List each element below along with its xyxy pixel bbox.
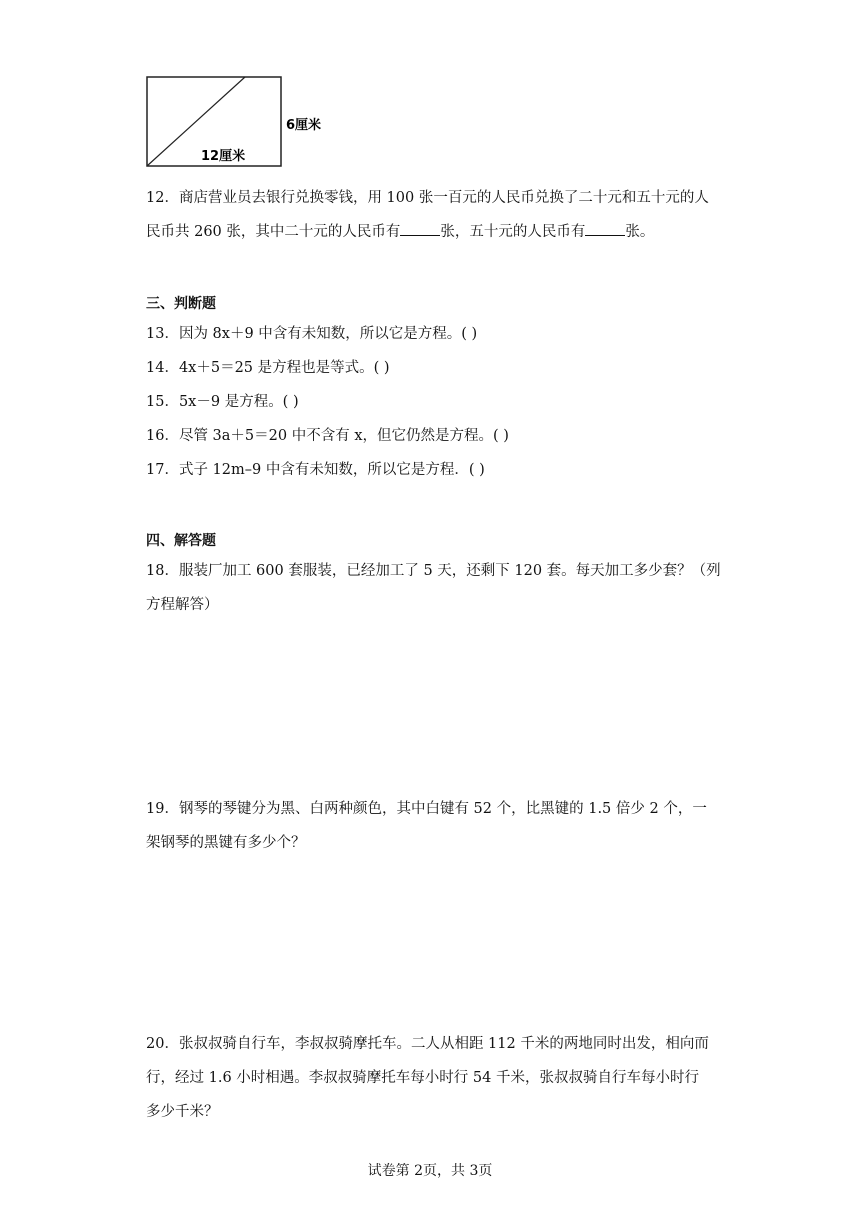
rectangle-diagram xyxy=(146,76,336,168)
section-title-judgement: 三、判断题 xyxy=(146,296,216,312)
judgement-15: 15．5x－9 是方程。( ) xyxy=(146,394,299,410)
page-footer: 试卷第 2页，共 3页 xyxy=(367,1163,493,1179)
judgement-16: 16．尽管 3a＋5＝20 中不含有 x，但它仍然是方程。( ) xyxy=(146,428,509,444)
height-label: 6厘米 xyxy=(286,118,322,133)
q12-text-b: 张，五十元的人民币有 xyxy=(440,224,586,240)
q12-text-c: 张。 xyxy=(625,224,655,240)
q20-line-3: 多少千米？ xyxy=(146,1104,219,1120)
q18-line-2: 方程解答） xyxy=(146,597,219,613)
judgement-13: 13．因为 8x＋9 中含有未知数，所以它是方程。( ) xyxy=(146,326,478,342)
answer-blank-fifty[interactable] xyxy=(585,223,625,236)
judgement-17: 17．式子 12m–9 中含有未知数，所以它是方程．( ) xyxy=(146,462,485,478)
q19-line-2: 架钢琴的黑键有多少个？ xyxy=(146,835,306,851)
q12-line-2 xyxy=(146,220,654,241)
q20-line-2: 行，经过 1.6 小时相遇。李叔叔骑摩托车每小时行 54 千米，张叔叔骑自行车每小时行 xyxy=(146,1070,699,1086)
q20-line-1: 20．张叔叔骑自行车，李叔叔骑摩托车。二人从相距 112 千米的两地同时出发，相向而 xyxy=(146,1036,709,1052)
answer-blank-twenty[interactable] xyxy=(400,223,440,236)
q12-text-a: 民币共 260 张，其中二十元的人民币有 xyxy=(146,224,401,240)
rectangle-figure xyxy=(146,76,336,168)
q18-line-1: 18．服装厂加工 600 套服装，已经加工了 5 天，还剩下 120 套。每天加工多少套？（列 xyxy=(146,563,721,579)
section-title-answer: 四、解答题 xyxy=(146,533,216,549)
q12-line-1: 12．商店营业员去银行兑换零钱，用 100 张一百元的人民币兑换了二十元和五十元的人 xyxy=(146,190,709,206)
q19-line-1: 19．钢琴的琴键分为黑、白两种颜色，其中白键有 52 个，比黑键的 1.5 倍少 2 个，一 xyxy=(146,801,707,817)
judgement-14: 14．4x＋5＝25 是方程也是等式。( ) xyxy=(146,360,390,376)
width-label: 12厘米 xyxy=(201,149,246,164)
